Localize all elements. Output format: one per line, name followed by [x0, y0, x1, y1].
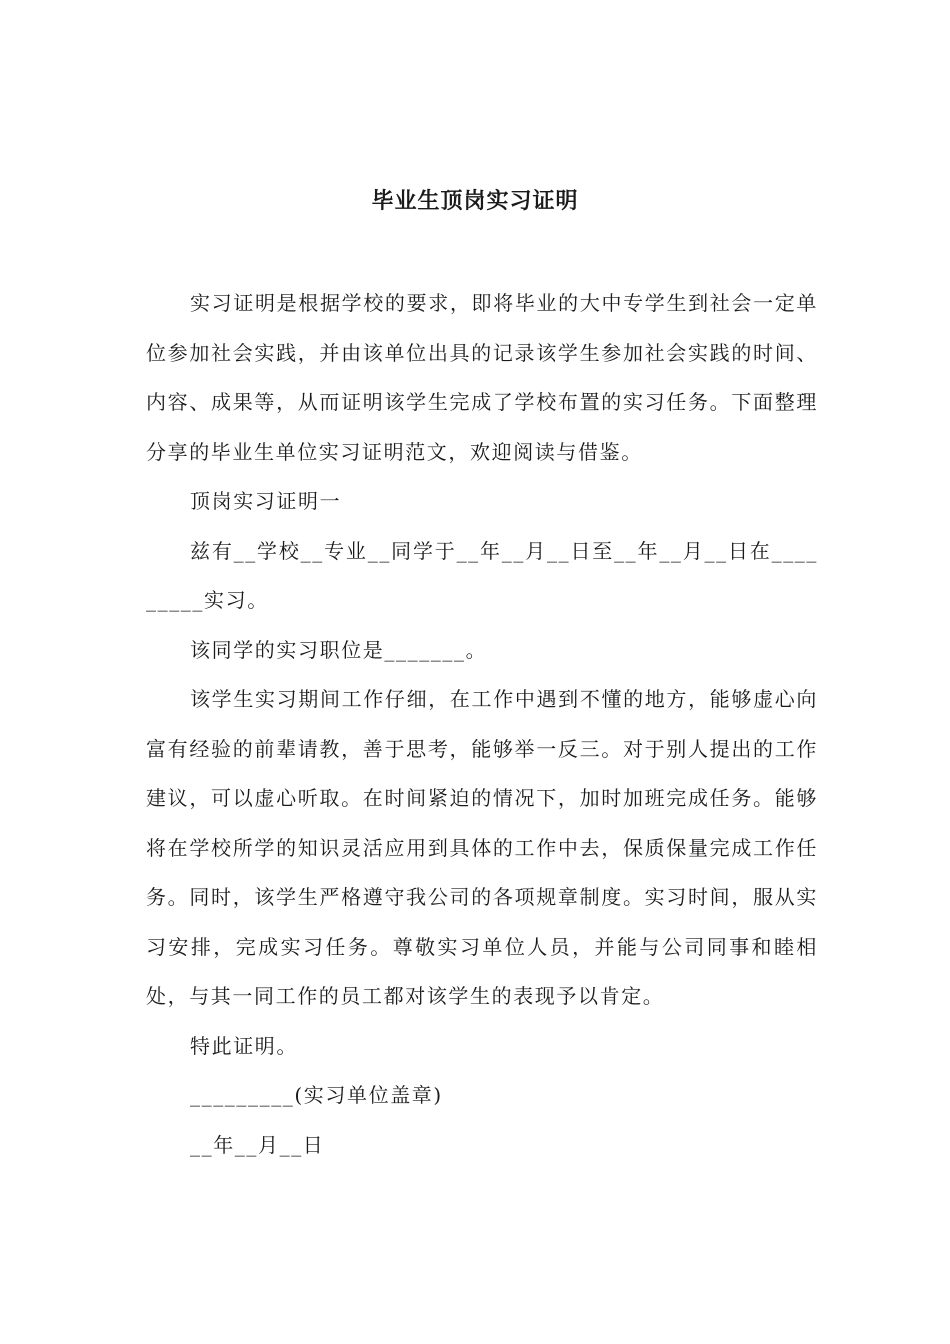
internship-position-line: 该同学的实习职位是_______。	[190, 637, 488, 662]
page-title: 毕业生顶岗实习证明	[371, 188, 579, 214]
certification-line: 特此证明。	[190, 1033, 298, 1058]
section-heading: 顶岗实习证明一	[190, 489, 342, 513]
intro-paragraph: 实习证明是根据学校的要求，即将毕业的大中专学生到社会一定单位参加社会实践，并由该单位出具的记录该学生参加社会实践的时间、内容、成果等，从而证明该学生完成了学校布置的实习任务。下面整理分享的毕业生单位实习证明范文，欢迎阅读与借鉴。	[146, 291, 818, 464]
document-body	[146, 279, 818, 1170]
date-line: __年__月__日	[190, 1132, 325, 1157]
seal-line: _________(实习单位盖章)	[190, 1083, 443, 1107]
internship-period-line: 兹有__学校__专业__同学于__年__月__日至__年__月__日在_________实习。	[146, 538, 818, 612]
evaluation-paragraph: 该学生实习期间工作仔细，在工作中遇到不懂的地方，能够虚心向富有经验的前辈请教，善于思考，能够举一反三。对于别人提出的工作建议，可以虚心听取。在时间紧迫的情况下，加时加班完成任务。能够将在学校所学的知识灵活应用到具体的工作中去，保质保量完成工作任务。同时，该学生严格遵守我公司的各项规章制度。实习时间，服从实习安排，完成实习任务。尊敬实习单位人员，并能与公司同事和睦相处，与其一同工作的员工都对该学生的表现予以肯定。	[146, 687, 818, 1008]
